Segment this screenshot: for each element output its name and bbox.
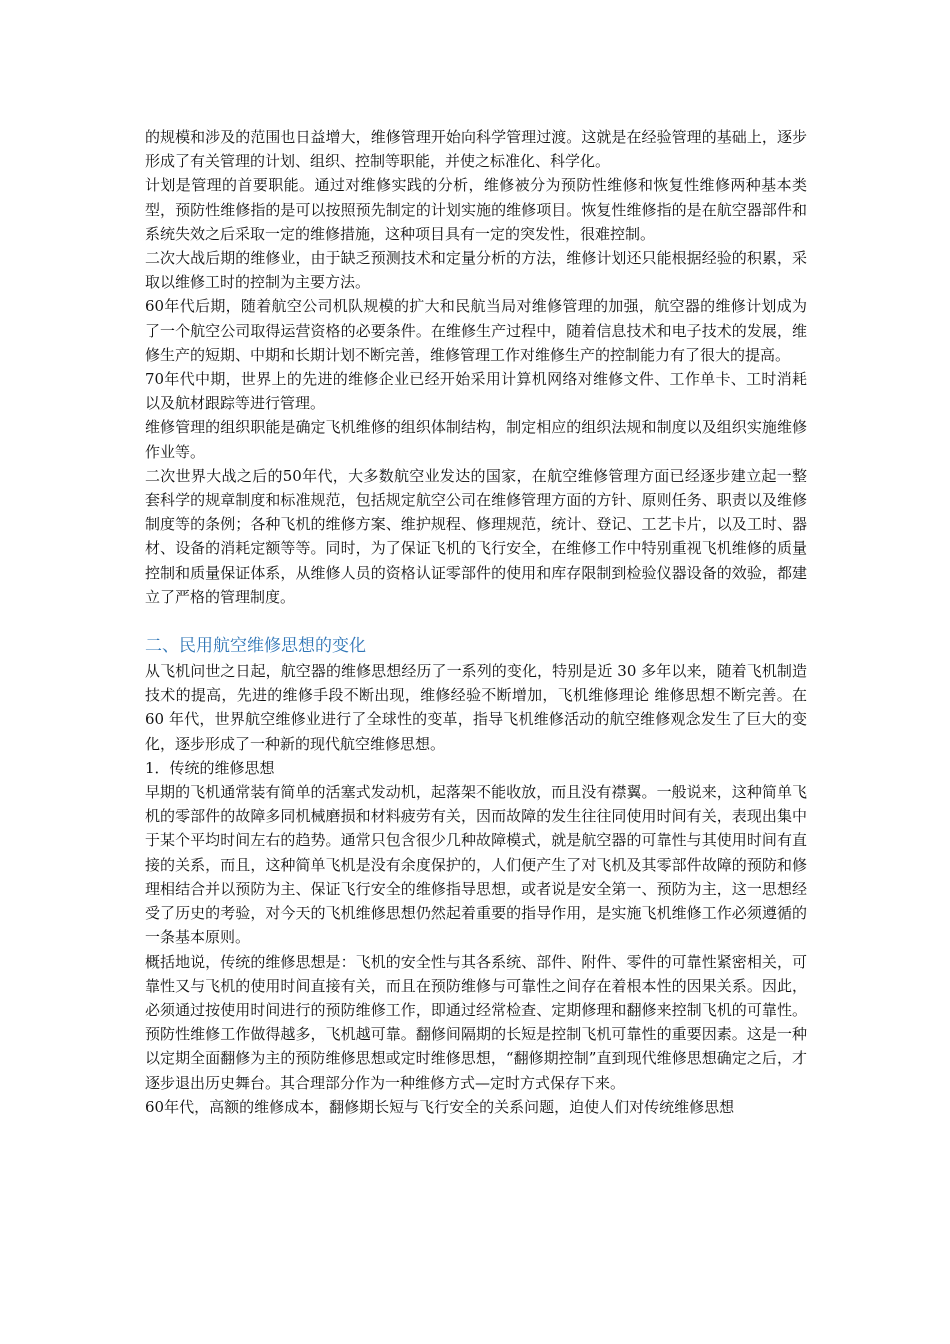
- document-page: [145, 125, 807, 1119]
- paragraph-organization-function: 维修管理的组织职能是确定飞机维修的组织体制结构，制定相应的组织法规和制度以及组织实施维修作业等。: [145, 418, 807, 461]
- paragraph-planning-function: 计划是管理的首要职能。通过对维修实践的分析，维修被分为预防性维修和恢复性维修两种基本类型，预防性维修指的是可以按照预先制定的计划实施的维修项目。恢复性维修指的是在航空器部件和系统失效之后采取一定的维修措施，这种项目具有一定的突发性，很难控制。: [145, 176, 807, 243]
- section-heading: 二、民用航空维修思想的变化: [145, 636, 366, 657]
- paragraph-1960s-cost: 60年代，高额的维修成本，翻修期长短与飞行安全的关系问题，迫使人们对传统维修思想: [145, 1097, 735, 1116]
- paragraph-1950s-regulations: 二次世界大战之后的50年代，大多数航空业发达的国家，在航空维修管理方面已经逐步建立起一整套科学的规章制度和标准规范，包括规定航空公司在维修管理方面的方针、原则任务、职责以及维修制度等的条例；各种飞机的维修方案、维护规程、修理规范，统计、登记、工艺卡片，以及工时、器材、设备的消耗定额等等。同时，为了保证飞机的飞行安全，在维修工作中特别重视飞机维修的质量控制和质量保证体系，从维修人员的资格认证零部件的使用和库存限制到检验仪器设备的效验，都建立了严格的管理制度。: [145, 466, 807, 606]
- paragraph-1960s-planning: 60年代后期，随着航空公司机队规模的扩大和民航当局对维修管理的加强，航空器的维修计划成为了一个航空公司取得运营资格的必要条件。在维修生产过程中，随着信息技术和电子技术的发展，维修生产的短期、中期和长期计划不断完善，维修管理工作对维修生产的控制能力有了很大的提高。: [145, 297, 807, 364]
- paragraph-summary-traditional: 概括地说，传统的维修思想是：飞机的安全性与其各系统、部件、附件、零件的可靠性紧密相关，可靠性又与飞机的使用时间直接有关，而且在预防维修与可靠性之间存在着根本性的因果关系。因此，必须通过按使用时间进行的预防维修工作，即通过经常检查、定期修理和翻修来控制飞机的可靠性。预防性维修工作做得越多，飞机越可靠。翻修间隔期的长短是控制飞机可靠性的重要因素。这是一种以定期全面翻修为主的预防维修思想或定时维修思想，“翻修期控制”直到现代维修思想确定之后，才逐步退出历史舞台。其合理部分作为一种维修方式—定时方式保存下来。: [145, 952, 807, 1092]
- paragraph-management-transition: 的规模和涉及的范围也日益增大，维修管理开始向科学管理过渡。这就是在经验管理的基础上，逐步形成了有关管理的计划、组织、控制等职能，并使之标准化、科学化。: [145, 128, 807, 171]
- subheading-traditional-thinking: 1．传统的维修思想: [145, 758, 275, 777]
- paragraph-early-aircraft: 早期的飞机通常装有简单的活塞式发动机，起落架不能收放，而且没有襟翼。一般说来，这种简单飞机的零部件的故障多同机械磨损和材料疲劳有关，因而故障的发生往往同使用时间有关，表现出集中于某个平均时间左右的趋势。通常只包含很少几种故障模式，就是航空器的可靠性与其使用时间有直接的关系，而且，这种简单飞机是没有余度保护的，人们便产生了对飞机及其零部件故障的预防和修理相结合并以预防为主、保证飞行安全的维修指导思想，或者说是安全第一、预防为主，这一思想经受了历史的考验，对今天的飞机维修思想仍然起着重要的指导作用，是实施飞机维修工作必须遵循的一条基本原则。: [145, 783, 807, 947]
- section-intro: 从飞机问世之日起，航空器的维修思想经历了一系列的变化，特别是近 30 多年以来，随着飞机制造技术的提高，先进的维修手段不断出现，维修经验不断增加，飞机维修理论 维修思想不断完善。在 60 年代，世界航空维修业进行了全球性的变革，指导飞机维修活动的航空维修观念发生了巨大的变化，逐步形成了一种新的现代航空维修思想。: [145, 662, 807, 753]
- paragraph-postwar-maintenance: 二次大战后期的维修业，由于缺乏预测技术和定量分析的方法，维修计划还只能根据经验的积累，采取以维修工时的控制为主要方法。: [145, 249, 807, 292]
- paragraph-1970s-computer: 70年代中期，世界上的先进的维修企业已经开始采用计算机网络对维修文件、工作单卡、工时消耗以及航材跟踪等进行管理。: [145, 370, 807, 413]
